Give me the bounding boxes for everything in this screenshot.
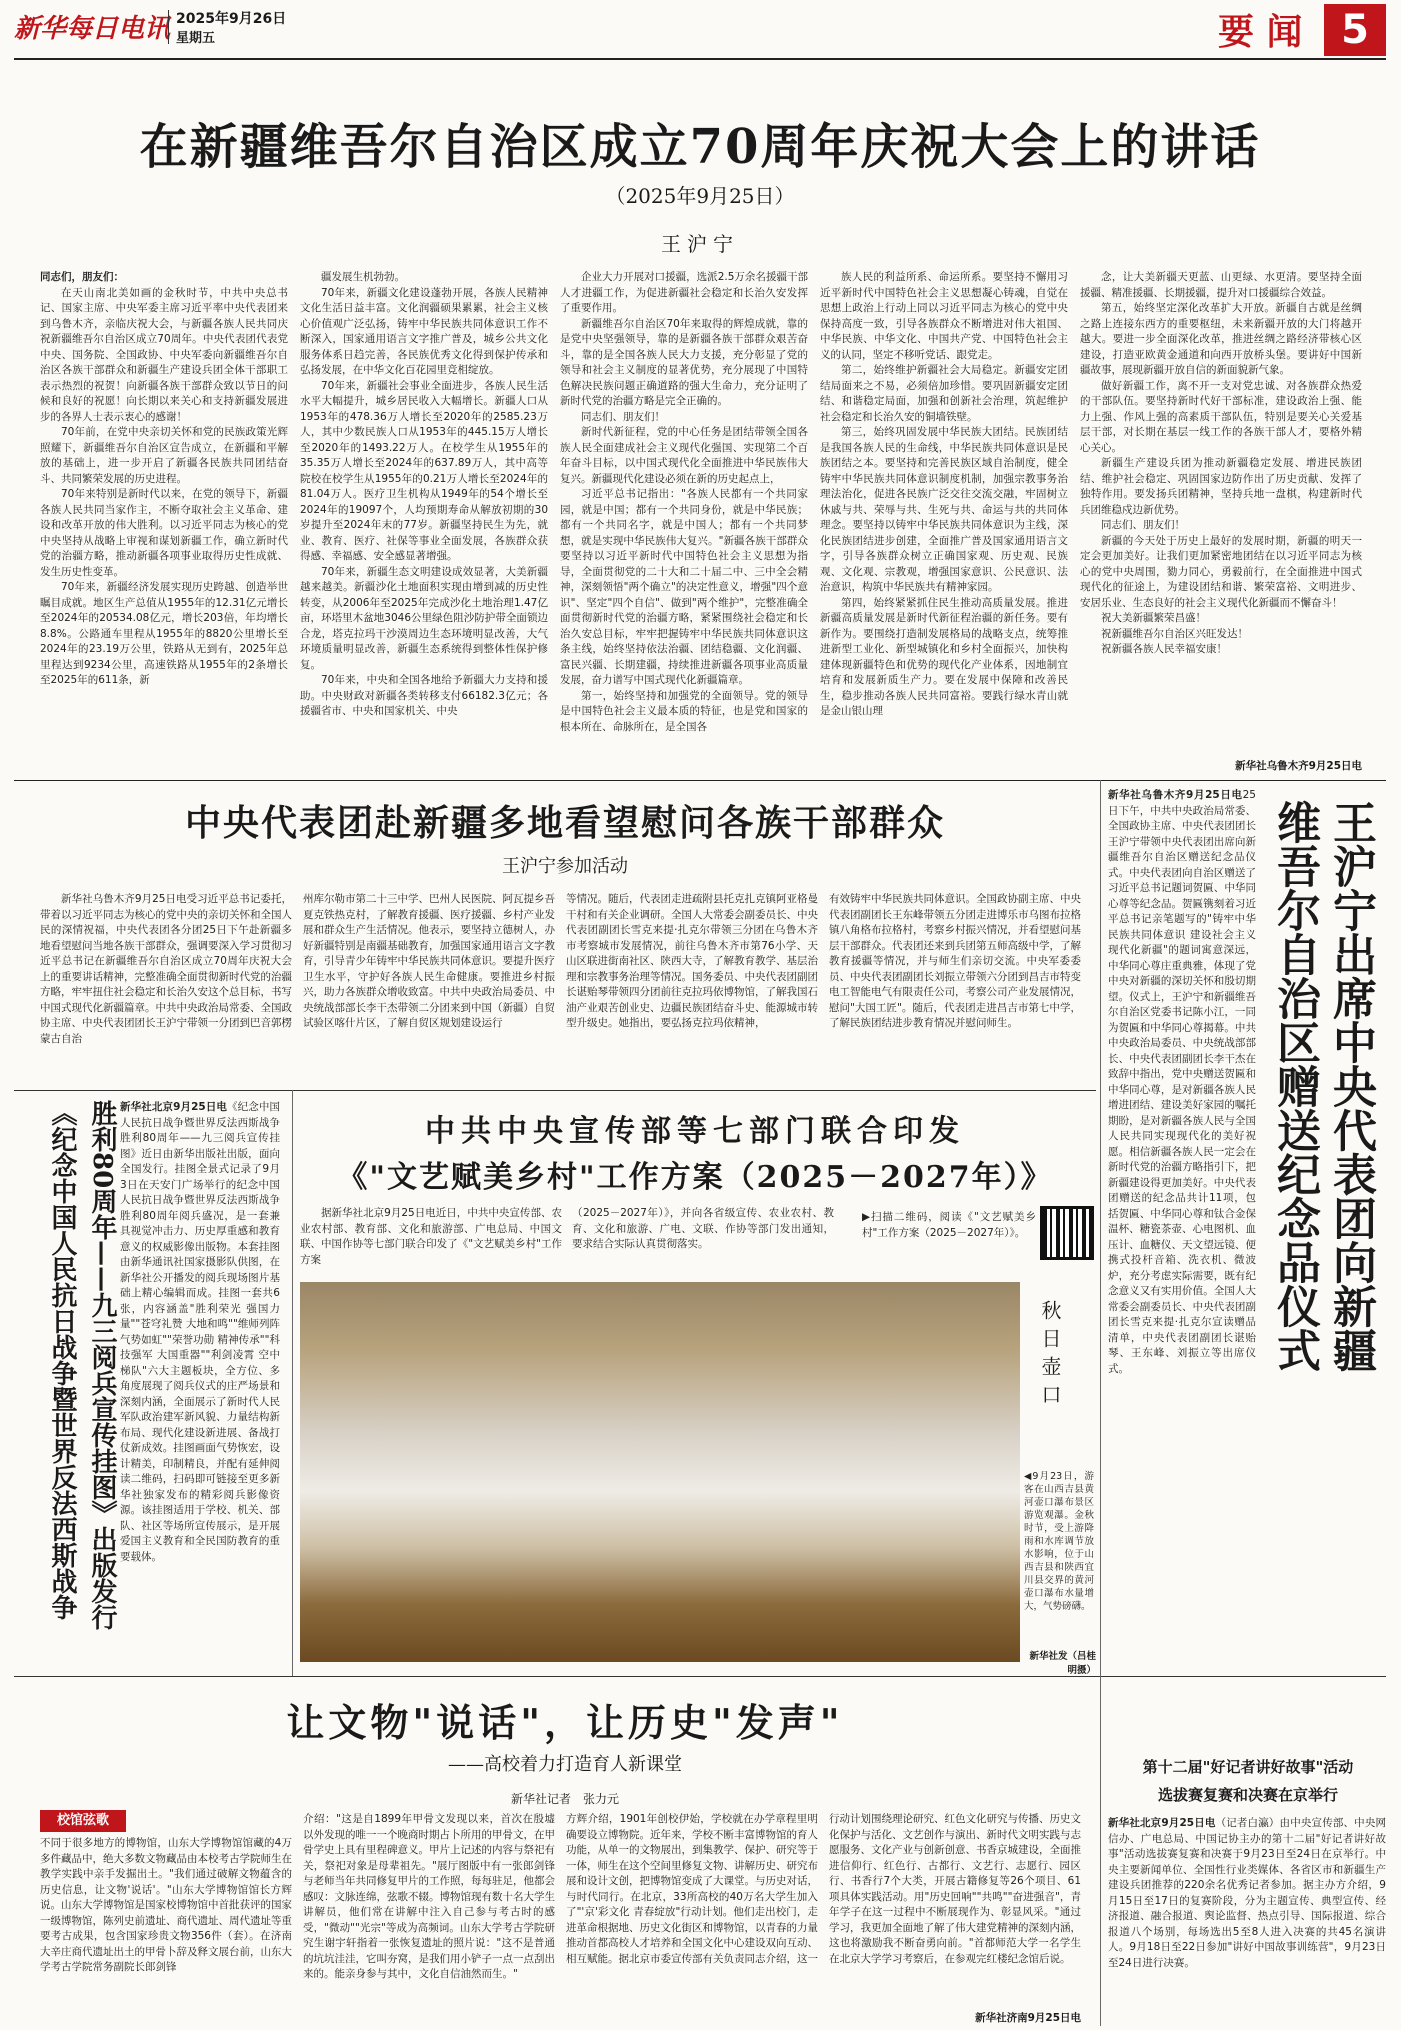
speech-col-5	[1080, 270, 1362, 755]
paragraph: 第五，始终坚定深化改革扩大开放。新疆自古就是丝绸之路上连接东西方的重要枢纽，未来新疆开放的大门将越开越大。要进一步全面深化改革，推进丝绸之路经济带核心区建设，打造亚欧黄金通道和向西开放桥头堡。要讲好中国新疆故事，展现新疆开放自信的新面貌新气象。	[1080, 302, 1362, 376]
paragraph: 70年来，新疆生态文明建设成效显著，大美新疆越来越美。新疆沙化土地面积实现由增到减的历史性转变，从2006年至2025年完成沙化土地治理1.47亿亩，环塔里木盆地3046公里绿色阻沙防护带全面锁边合龙，塔克拉玛干沙漠周边生态环境明显改善，大气环境质量明显改善，新疆生态系统得到整体性保护修复。	[300, 565, 548, 671]
paragraph: 同志们、朋友们！	[1101, 519, 1185, 531]
story-title-line-2: 选拔赛复赛和决赛在京举行	[1157, 1786, 1338, 1804]
photo-credit: 新华社发（吕桂明摄）	[1029, 1651, 1096, 1676]
culture-col-1: 据新华社北京9月25日电近日，中共中央宣传部、农业农村部、教育部、文化和旅游部、广电总局、中国文联、中国作协等七部门联合印发了《"文艺赋美乡村"工作方案	[300, 1207, 562, 1266]
paragraph: 第三，始终巩固发展中华民族大团结。民族团结是我国各族人民的生命线，中华民族共同体意识是民族团结之本。要坚持和完善民族区域自治制度，健全铸牢中华民族共同体意识制度机制，加强宗教事务治理法治化，促进各民族广泛交往交流交融，牢固树立休戚与共、荣辱与共、生死与共、命运与共的共同体理念。要坚持以铸牢中华民族共同体意识为主线，深化民族团结进步创建，全面推广普及国家通用语言文字，引导各族群众树立正确国家观、历史观、民族观、文化观、宗教观，增强国家意识、公民意识、法治意识，构筑中华民族共有精神家园。	[820, 426, 1068, 593]
speech-byline: 新华社乌鲁木齐9月25日电	[1235, 760, 1362, 772]
issue-date: 2025年9月26日	[176, 11, 287, 27]
paragraph: 祝大美新疆繁荣昌盛！	[1101, 612, 1206, 624]
museum-title: 让文物"说话"，让历史"发声"	[286, 1700, 844, 1745]
victory-title-col-1: 胜利80周年——九三阅兵宣传挂图》出版发行	[87, 1100, 117, 1631]
story-text	[1108, 1816, 1386, 2022]
issue-weekday: 星期五	[176, 31, 216, 46]
hukou-waterfall-photo	[300, 1282, 1020, 1662]
page-number-box	[1324, 4, 1386, 56]
museum-col-3: 方辉介绍，1901年创校伊始，学校就在办学章程里明确要设立博物院。近年来，学校不断丰富博物馆的育人功能，从单一的文物展出，到集教学、保护、研究等于一体，师生在这个空间里修复文物、讲解历史、研究布展和设计文创，把博物馆变成了大课堂。与历史对话，与时代同行。在北京，33所高校的40万名大学生加入了"'京'彩文化 青春绽放"行动计划。他们走出校门，走进革命根据地、历史文化街区和博物馆，以青春的力量推动首都高校人才培养和全国文化中心建设双向互动、相互赋能。据北京市委宣传部有关负责同志介绍，这一	[566, 1813, 818, 1965]
speech-author: 王沪宁	[661, 232, 739, 256]
paragraph: 第一，始终坚持和加强党的全面领导。党的领导是中国特色社会主义最本质的特征，也是党和国家的根本所在、命脉所在，是全国各	[560, 689, 808, 733]
paragraph: 70年前，在党中央亲切关怀和党的民族政策光辉照耀下，新疆维吾尔自治区宣告成立，在新疆和平解放的基础上，进一步开启了新疆各民族共同团结奋斗、共同繁荣发展的历史进程。	[40, 426, 288, 485]
column-tag	[40, 1810, 126, 1832]
delegation-col-2: 州库尔勒市第二十三中学、巴州人民医院、阿瓦提乡吾夏克铁热克村，了解教育援疆、医疗援疆、乡村产业发展和群众生产生活情况。他表示，要坚持立德树人，办好新疆特别是南疆基础教育，加强国家通用语言文字教育，引导青少年铸牢中华民族共同体意识。要提升医疗卫生水平，守护好各族人民生命健康。要推进乡村振兴，助力各族群众增收致富。中共中央政治局委员、中央统战部部长李干杰带领二分团来到中国（新疆）自贸试验区喀什片区，了解自贸区规划建设运行	[303, 893, 555, 1029]
gift-text	[1108, 788, 1256, 1676]
speech-col-4	[820, 270, 1068, 772]
photo-title: 秋日壶口	[1038, 1300, 1062, 1412]
museum-author: 新华社记者 张力元	[510, 1792, 619, 1806]
paragraph: 新时代新征程，党的中心任务是团结带领全国各族人民全面建成社会主义现代化强国、实现第二个百年奋斗目标，以中国式现代化全面推进中华民族伟大复兴。新疆现代化建设必须在新的历史起点上，	[560, 426, 808, 485]
paragraph: 族人民的利益所系、命运所系。要坚持不懈用习近平新时代中国特色社会主义思想凝心铸魂，自觉在思想上政治上行动上同以习近平同志为核心的党中央保持高度一致，引导各族群众不断增进对伟大祖国、中华民族、中华文化、中国共产党、中国特色社会主义的认同，坚定不移听党话、跟党走。	[820, 271, 1068, 361]
paragraph: 70年来，新疆社会事业全面进步，各族人民生活水平大幅提升，城乡居民收入大幅增长。新疆人口从1953年的478.36万人增长至2020年的2585.23万人，其中少数民族人口从1953年的445.15万人增长至2020年的1493.22万人。在校学生从1955年的35.35万人增长至2024年的637.89万人，其中高等院校在校学生从1955年的0.21万人增长至2024年的81.04万人。医疗卫生机构从1949年的54个增长至2024年的19097个，人均预期寿命从解放初期的30岁提升至2024年末的77岁。新疆坚持民生为先，就业、教育、医疗、社保等事业全面发展，各族群众获得感、幸福感、安全感显著增强。	[300, 379, 548, 562]
paragraph: 在天山南北美如画的金秋时节，中共中央总书记、国家主席、中央军委主席习近平率中央代表团来到乌鲁木齐，亲临庆祝大会，与新疆各族人民共同庆祝新疆维吾尔自治区成立70周年。中央代表团代表党中央、国务院、全国政协、中央军委向新疆维吾尔自治区各族干部群众和新疆生产建设兵团全体干部职工表示热烈的祝贺！向新疆各族干部群众致以节日的问候和良好的祝愿！向长期以来关心和支持新疆发展进步的各界人士表示衷心的感谢！	[40, 286, 288, 423]
paragraph: 70年来，新疆经济发展实现历史跨越、创造举世瞩目成就。地区生产总值从1955年的12.31亿元增长至2024年的20534.08亿元，增长203倍，年均增长8.8%。公路通车里程从1955年的8820公里增长至2024年的23.19万公里，铁路从无到有，2025年总里程达到9234公里，高速铁路从1955年的2条增长至2025年的611条，新	[40, 581, 288, 686]
masthead	[0, 0, 1401, 54]
story-body: （记者白瀛）由中央宣传部、中央网信办、广电总局、中国记协主办的第十二届"好记者讲好故事"活动选拔赛复赛和决赛于9月23日至24日在京举行。中央主要新闻单位、全国性行业类媒体、各省区市和新疆生产建设兵团推荐的220余名优秀记者参加。据主办方介绍，9月15日至17日的复赛阶段，分为主题宣传、典型宣传、经济报道、融合报道、舆论监督、热点引导、国际报道、综合报道八个场别，每场选出5至8人进入决赛的共45名演讲人。9月18日至22日参加"讲好中国故事训练营"，9月23日至24日进行决赛。	[1108, 1817, 1386, 1969]
paragraph: 第二，始终维护新疆社会大局稳定。新疆安定团结局面来之不易，必须倍加珍惜。要巩固新疆安定团结、和谐稳定局面，加强和创新社会治理，筑起维护社会稳定和长治久安的铜墙铁壁。	[820, 364, 1068, 423]
delegation-col-1: 新华社乌鲁木齐9月25日电受习近平总书记委托，带着以习近平同志为核心的党中央的亲切关怀和全国人民的深情祝福，中央代表团各分团25日下午赴新疆多地看望慰问当地各族干部群众，强调要深入学习贯彻习近平总书记在新疆维吾尔自治区成立70周年庆祝大会上的重要讲话精神，完整准确全面贯彻新时代党的治疆方略，牢牢扭住社会稳定和长治久安这个总目标，书写中国式现代化新疆篇章。中共中央政治局常委、全国政协主席、中央代表团团长王沪宁带领一分团到巴音郭楞蒙古自治	[40, 893, 292, 1045]
paragraph: 祝新疆各族人民幸福安康！	[1101, 643, 1227, 655]
speech-date: （2025年9月25日）	[605, 184, 795, 208]
paragraph: 同志们、朋友们！	[581, 410, 665, 423]
speech-col-2	[300, 270, 548, 772]
culture-col-2: （2025－2027年）》，并向各省级宣传、农业农村、教育、文化和旅游、广电、文联、作协等部门发出通知，要求结合实际认真贯彻落实。	[572, 1207, 834, 1250]
victory-title-col-2: 《纪念中国人民抗日战争暨世界反法西斯战争	[47, 1100, 77, 1620]
museum-byline: 新华社济南9月25日电	[975, 2012, 1081, 2024]
gift-byline: 新华社乌鲁木齐9月25日电	[1108, 789, 1243, 801]
paragraph: 第四，始终紧紧抓住民生推动高质量发展。推进新疆高质量发展是新时代新征程治疆的新任务。要有新作为。要围绕打造制发展格局的战略支点，统筹推进新型工业化、新型城镇化和乡村全面振兴，加快构建体现新疆特色和优势的现代化产业体系，因地制宜培育和发展新质生产力。要在发展中保障和改善民生，稳步推动各族人民共同富裕。要践行绿水青山就是金山银山理	[820, 596, 1068, 717]
story-title-line-1: 第十二届"好记者讲好故事"活动	[1142, 1758, 1354, 1776]
paragraph: 同志们，朋友们：	[40, 271, 124, 283]
paragraph: 疆发展生机勃勃。	[321, 271, 405, 283]
culture-title-line-2: 《"文艺赋美乡村"工作方案（2025－2027年）》	[337, 1160, 1053, 1195]
paragraph: 新疆的今天处于历史上最好的发展时期，新疆的明天一定会更加美好。让我们更加紧密地团结在以习近平同志为核心的党中央周围，勠力同心，勇毅前行，在全面推进中国式现代化的征途上，为建设团结和谐、繁荣富裕、文明进步、安居乐业、生态良好的社会主义现代化新疆而不懈奋斗！	[1080, 534, 1362, 609]
story-byline: 新华社北京9月25日电	[1108, 1817, 1216, 1829]
paragraph: 念，让大美新疆天更蓝、山更绿、水更清。要坚持全面援疆、精准援疆、长期援疆，提升对口援疆综合效益。	[1080, 271, 1362, 299]
speech-title: 在新疆维吾尔自治区成立70周年庆祝大会上的讲话	[139, 119, 1261, 175]
paragraph: 70年来特别是新时代以来，在党的领导下，新疆各族人民共同当家作主，不断夺取社会主义革命、建设和改革开放的伟大胜利。以习近平同志为核心的党中央坚持从战略上审视和谋划新疆工作，确立新时代党的治疆方略，推动新疆各项事业取得历史性成就、发生历史性变革。	[40, 488, 288, 578]
qr-code[interactable]	[1040, 1206, 1094, 1260]
paragraph: 做好新疆工作，离不开一支对党忠诚、对各族群众热爱的干部队伍。要坚持新时代好干部标准，建设政治上强、能力上强、作风上强的高素质干部队伍，特别是要关心关爱基层干部，对长期在基层一线工作的各族干部人才，要格外精心关心。	[1080, 379, 1362, 454]
photo-caption: ◀9月23日，游客在山西吉县黄河壶口瀑布景区游览观瀑。金秋时节，受上游降雨和水库调节放水影响，位于山西吉县和陕西宜川县交界的黄河壶口瀑布水量增大，气势磅礴。	[1024, 1471, 1094, 1612]
gift-title-col-1: 王沪宁出席中央代表团向新疆	[1325, 800, 1376, 1372]
museum-col-2: 介绍："这是自1899年甲骨文发现以来，首次在殷墟以外发现的唯一一个晚商时期占卜所用的甲骨文，在甲骨学史上具有里程碑意义。甲片上记述的内容与祭祀有关，祭祀对象是母辈祖先。"展厅图版中有一张郎剑锋与老师当年共同修复甲片的工作照，每每驻足，他都会感叹：文脉连绵，弦歌不辍。博物馆现有数十名大学生讲解员，他们常在讲解中注入自己参与考古时的感受，"微动""光宗"等成为高频词。山东大学考古学院研究生谢宇轩指着一张恢复遗址的照片说："这不是普通的坑坑洼洼，它叫夯窝，是我们用小铲子一点一点刮出来的。能亲身参与其中，文化自信油然而生。"	[303, 1813, 555, 1980]
section-name: 要 闻	[1218, 11, 1303, 53]
delegation-title: 中央代表团赴新疆多地看望慰问各族干部群众	[184, 802, 945, 844]
culture-qr-caption: ▶扫描二维码，阅读《"文艺赋美乡村"工作方案（2025－2027年）》。	[862, 1211, 1036, 1239]
gift-title-col-2: 维吾尔自治区赠送纪念品仪式	[1269, 800, 1320, 1372]
newspaper-logo: 新华每日电讯	[14, 14, 171, 44]
delegation-col-3: 等情况。随后，代表团走进疏附县托克扎克镇阿亚格曼干村和有关企业调研。全国人大常委会副委员长、中央代表团副团长雪克来提·扎克尔带领三分团在乌鲁木齐市考察城市发展情况，前往乌鲁木齐市第76小学、天山区联进街南社区、陕西大寺，了解教育教学、基层治理和宗教事务治理等情况。国务委员、中央代表团副团长谌贻琴带领四分团前往克拉玛依博物馆，了解我国石油产业艰苦创业史、边疆民族团结奋斗史、能源城市转型升级史。她指出，要弘扬克拉玛依精神，	[566, 893, 818, 1029]
victory-body: 《纪念中国人民抗日战争暨世界反法西斯战争胜利80周年——九三阅兵宣传挂图》近日由新华出版社出版，面向全国发行。挂图全景式记录了9月3日在天安门广场举行的纪念中国人民抗日战争暨世界反法西斯战争胜利80周年阅兵盛况，是一套兼具视觉冲击力、历史厚重感和教育意义的权威影像出版物。本套挂图由新华通讯社国家摄影队供图，在新华社公开播发的阅兵现场图片基础上精心编辑而成。挂图一套共6张，内容涵盖"胜利荣光 强国力量""苍穹礼赞 大地和鸣""维师列阵 气势如虹""荣誉功勋 精神传承""科技强军 大国重器""利剑凌霄 空中梯队"六大主题板块，全方位、多角度展现了阅兵仪式的庄严场景和深刻内涵，全面展示了新时代人民军队政治建军新风貌、力量结构新布局、现代化建设新进展、备战打仗新成效。挂图画面气势恢宏，设计精美，印制精良，并配有延伸阅读二维码，扫码即可链接至更多新华社独家发布的精彩阅兵影像资源。该挂图适用于学校、机关、部队、社区等场所宣传展示，是开展爱国主义教育和全民国防教育的重要载体。	[120, 1101, 280, 1563]
museum-subtitle: ——高校着力打造育人新课堂	[448, 1754, 682, 1775]
victory-byline: 新华社北京9月25日电	[120, 1101, 228, 1113]
paragraph: 新疆维吾尔自治区70年来取得的辉煌成就，靠的是党中央坚强领导，靠的是新疆各族干部群众艰苦奋斗，靠的是全国各族人民大力支援，充分彰显了党的领导和社会主义制度的显著优势，充分展现了中国特色解决民族问题正确道路的强大生命力，充分证明了新时代党的治疆方略是完全正确的。	[560, 317, 808, 407]
victory-text	[120, 1100, 280, 1648]
paragraph: 新疆生产建设兵团为推动新疆稳定发展、增进民族团结、维护社会稳定、巩固国家边防作出了历史贡献、发挥了独特作用。要发扬兵团精神，坚持兵地一盘棋，构建新时代兵团维稳戍边新优势。	[1080, 457, 1362, 516]
paragraph: 习近平总书记指出："各族人民都有一个共同家园，就是中国；都有一个共同身份，就是中华民族；都有一个共同名字，就是中国人；都有一个共同梦想，就是实现中华民族伟大复兴。"新疆各族干部群众要坚持以习近平新时代中国特色社会主义思想为指导，全面贯彻党的二十大和二十届二中、三中全会精神，深刻领悟"两个确立"的决定性意义，增强"四个意识"、坚定"四个自信"、做到"两个维护"，完整准确全面贯彻新时代党的治疆方略，紧紧围绕社会稳定和长治久安总目标，牢牢把握铸牢中华民族共同体意识这条主线，始终坚持依法治疆、团结稳疆、文化润疆、富民兴疆、长期建疆，持续推进新疆各项事业高质量发展，奋力谱写中国式现代化新疆篇章。	[560, 488, 808, 686]
gift-body: 25日下午，中共中央政治局常委、全国政协主席、中央代表团团长王沪宁带领中央代表团出席向新疆维吾尔自治区赠送纪念品仪式。中央代表团向自治区赠送了习近平总书记题词贺匾、中华同心尊等纪念品。贺匾镌刻着习近平总书记亲笔题写的"铸牢中华民族共同体意识 建设社会主义现代化新疆"的题词寓意深远，中华同心尊庄重典雅，体现了党中央对新疆的深切关怀和殷切期望。仪式上，王沪宁和新疆维吾尔自治区党委书记陈小江，一同为贺匾和中华同心尊揭幕。中共中央政治局委员、中央统战部部长、中央代表团副团长李干杰在致辞中指出，党中央赠送贺匾和中华同心尊，是对新疆各族人民增进团结、建设美好家园的嘱托期盼，是对新疆各族人民与全国人民共同实现现代化的美好祝愿。相信新疆各族人民一定会在新时代党的治疆方略指引下，把新疆建设得更加美好。中央代表团赠送的纪念品共计11项，包括贺匾、中华同心尊和钛合金保温杯、糖瓷茶壶、心电图机、血压计、血糖仪、天文望远镜、便携式投杆音箱、洗衣机、微波炉，充分考虑实际需要，既有纪念意义又有实用价值。全国人大常委会副委员长、中央代表团副团长雪克来提·扎克尔宣读赠品清单，中央代表团副团长谌贻琴、王东峰、刘振立等出席仪式。	[1108, 789, 1256, 1375]
paragraph: 企业大力开展对口援疆，选派2.5万余名援疆干部人才进疆工作，为促进新疆社会稳定和长治久安发挥了重要作用。	[560, 271, 808, 314]
page-number: 5	[1341, 7, 1369, 53]
speech-col-1	[40, 270, 288, 772]
delegation-col-4: 有效铸牢中华民族共同体意识。全国政协副主席、中央代表团副团长王东峰带领五分团走进博乐市乌图布拉格镇八角格布拉格村，考察乡村振兴情况，并看望慰问基层干部群众。代表团还来到兵团第五师高级中学，了解教育援疆等情况，并与师生们亲切交流。中央军委委员、中央代表团副团长刘振立带领六分团到昌吉市特变电工智能电气有限责任公司，考察公司产业发展情况，慰问"大国工匠"。随后，代表团走进昌吉市第七中学，了解民族团结进步教育情况并慰问师生。	[829, 893, 1081, 1029]
museum-col-4: 行动计划围绕理论研究、红色文化研究与传播、历史文化保护与活化、文艺创作与演出、新时代文明实践与志愿服务、文化产业与创新创意、书香京城建设，全面推进信仰行、红色行、古都行、文艺行、志愿行、园区行、书香行7个大类，开展古籍修复等26个项目、61项具体实践活动。用"历史回响""共鸣""奋进强音"，青年学子在这一过程中不断展现作为、彰显风采。"通过学习，我更加全面地了解了伟大建党精神的深刻内涵，这也将激励我不断奋勇向前。"首都师范大学一名学生在北京大学学习考察后，在参观完红楼纪念馆后说。	[829, 1813, 1081, 1965]
paragraph: 祝新疆维吾尔自治区兴旺发达！	[1101, 627, 1248, 640]
speech-col-3	[560, 270, 808, 772]
paragraph: 70年来，中央和全国各地给予新疆大力支持和援助。中央财政对新疆各类转移支付66182.3亿元；各援疆省市、中央和国家机关、中央	[300, 674, 548, 717]
culture-title-line-1: 中共中央宣传部等七部门联合印发	[425, 1114, 965, 1149]
delegation-subtitle: 王沪宁参加活动	[502, 856, 628, 877]
column-tag-label: 校馆弦歌	[56, 1813, 109, 1828]
museum-col-1: 不同于很多地方的博物馆，山东大学博物馆馆藏的4万多件藏品中，绝大多数文物藏品由本校考古学院师生在教学实践中亲手发掘出土。"我们通过破解文物蕴含的历史信息，让文物'说话'。"山东大学博物馆馆长方辉说。山东大学博物馆是国家校博物馆中首批获评的国家一级博物馆，陈列史前遗址、商代遗址、周代遗址等重要考古成果，包含国家珍贵文物356件（套）。在济南大辛庄商代遗址出土的甲骨卜辞及释文展台前，山东大学考古学院常务副院长郎剑锋	[40, 1837, 292, 1973]
paragraph: 70年来，新疆文化建设蓬勃开展，各族人民精神文化生活日益丰富。文化润疆硕果累累，社会主义核心价值观广泛弘扬，铸牢中华民族共同体意识工作不断深入，国家通用语言文字推广普及，城乡公共文化服务体系日趋完善，各民族优秀文化得到保护传承和弘扬发展，在中华文化百花园里竞相绽放。	[300, 286, 548, 376]
